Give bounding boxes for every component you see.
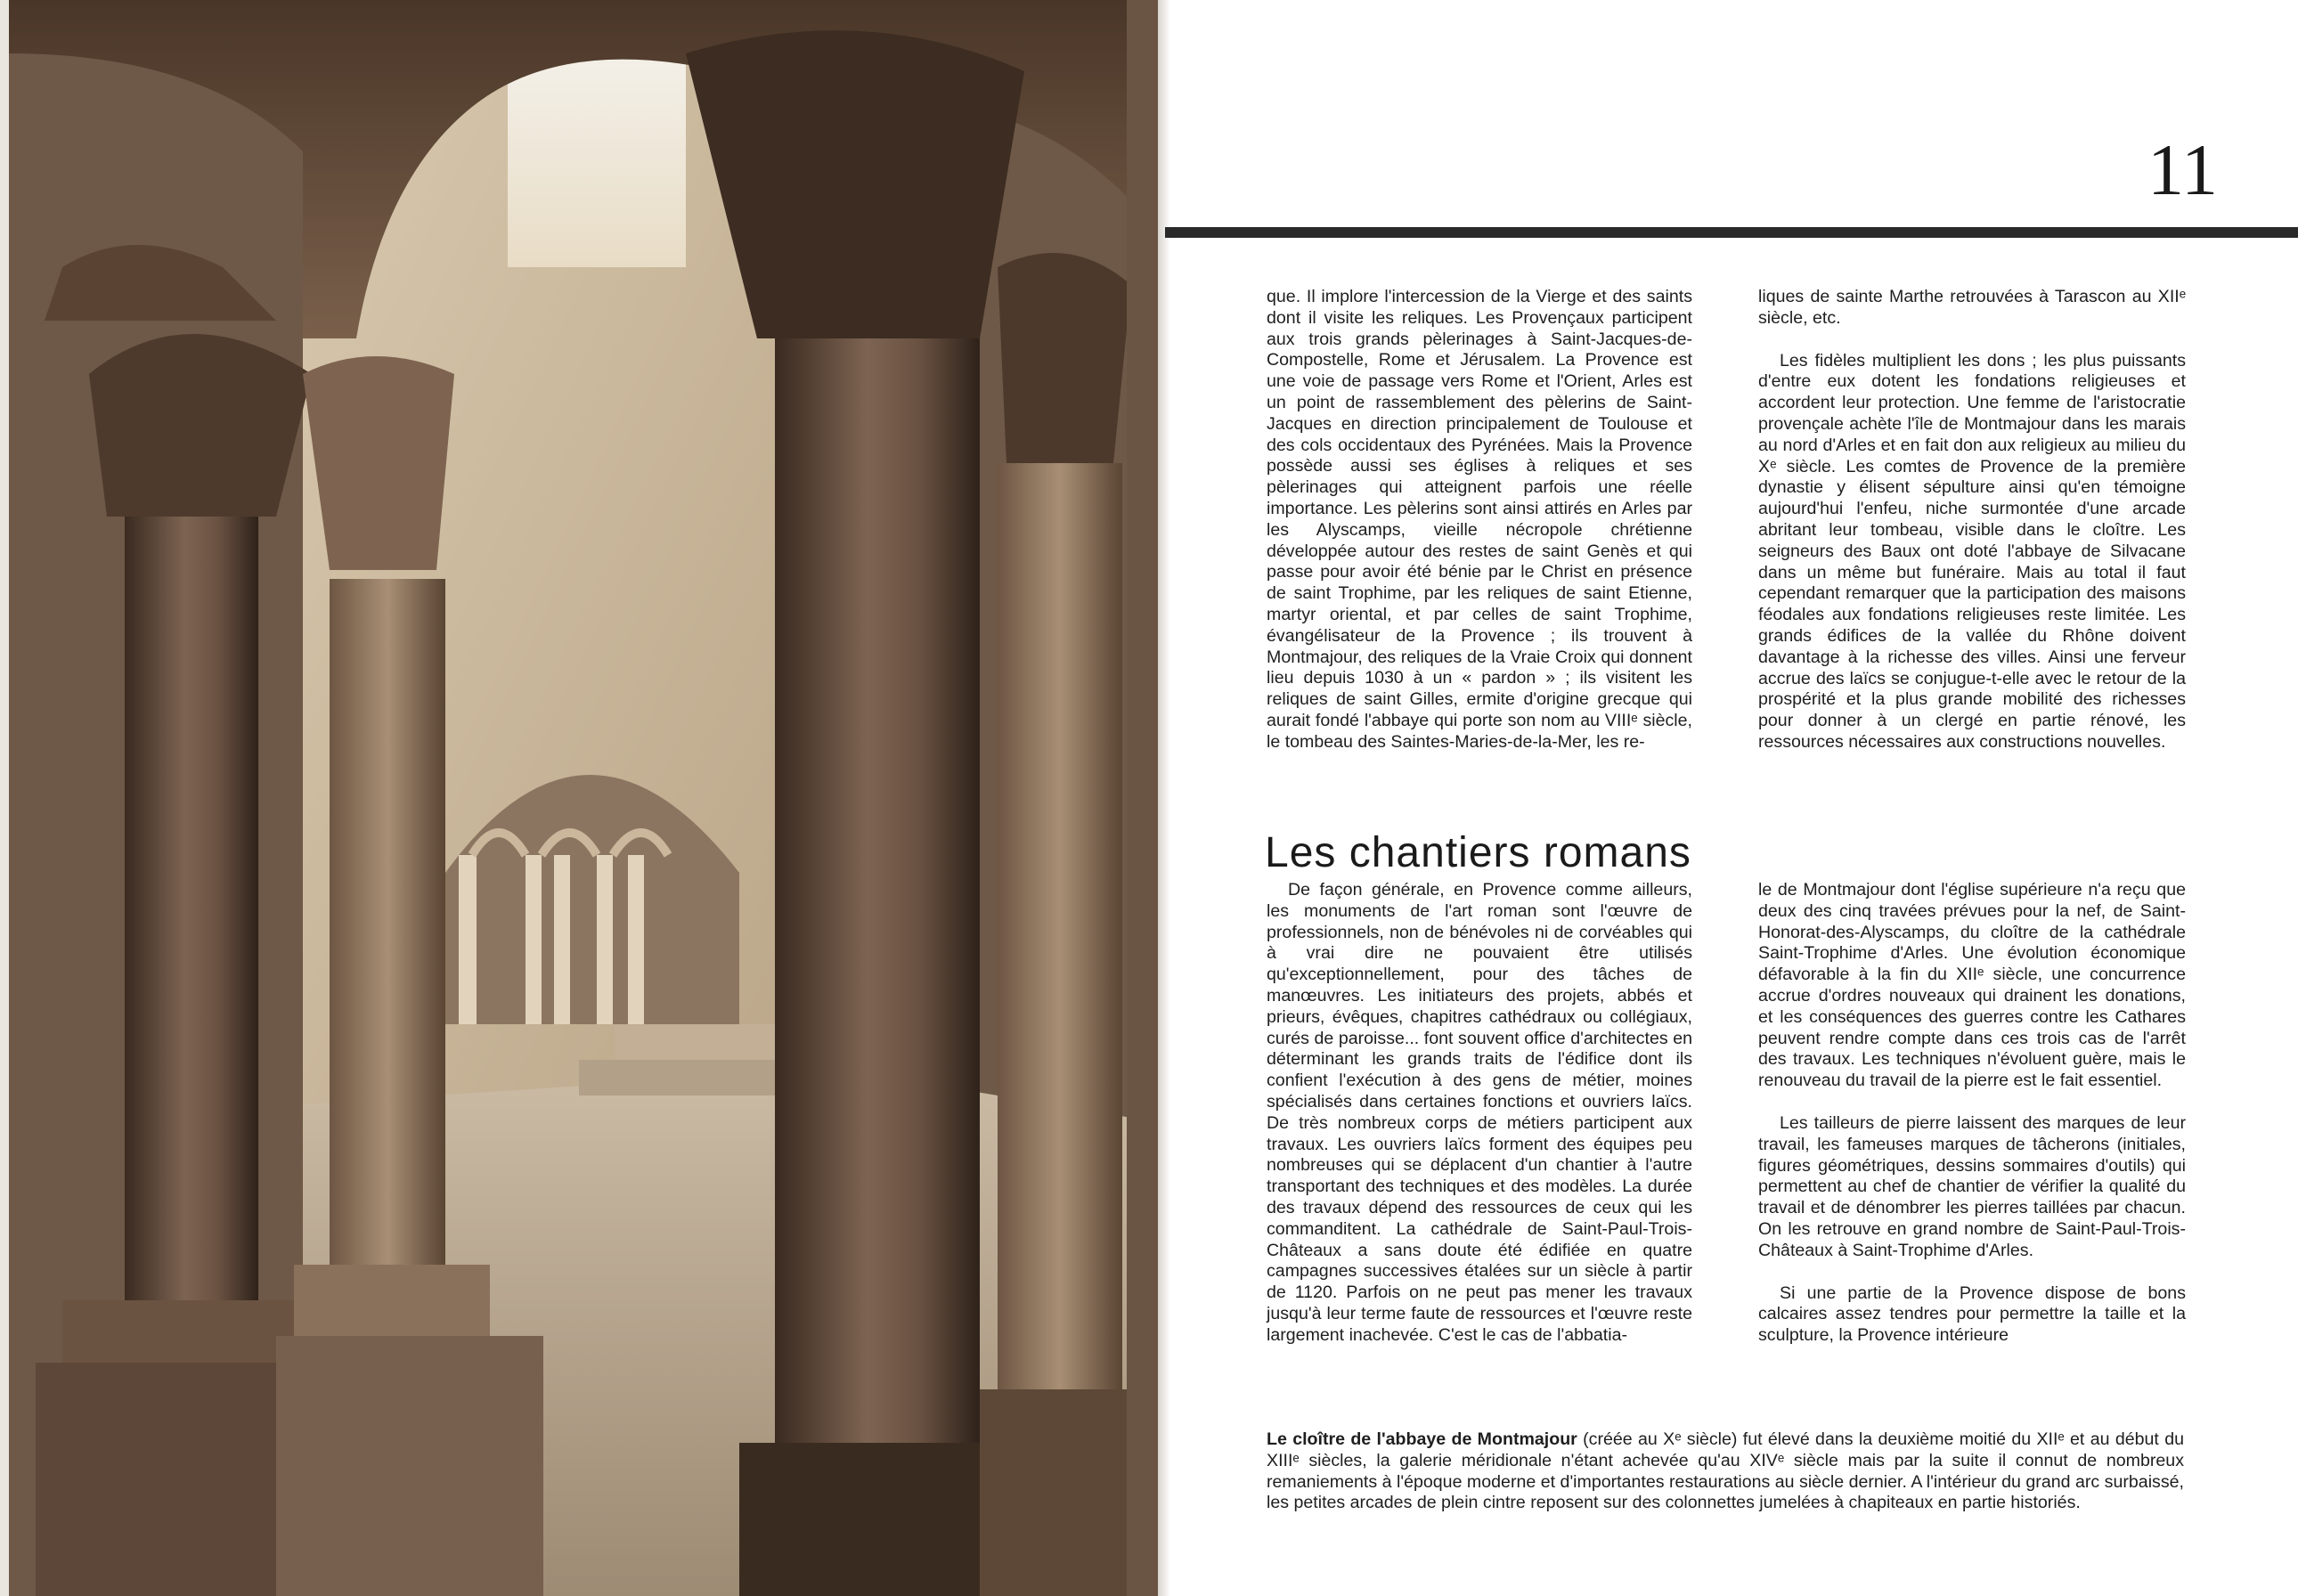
- paragraph: le de Montmajour dont l'église supérieure n'a reçu que deux des cinq travées prévues pour la nef, de Saint-Honorat-des-Alyscamps, du cloître de la cathédrale Saint-Trophime d'Arles. Une évolution économique défavorable à la fin du XIIᵉ siècle, une concurrence accrue d'ordres nouveaux qui drainent les donations, et les conséquences des guerres contre les Cathares peuvent rendre compte dans ces trois cas de l'arrêt des travaux. Les techniques n'évoluent guère, mais le renouveau du travail de la pierre est le fait essentiel.: [1758, 880, 2186, 1091]
- text-column-bottom-right: [1758, 880, 2186, 1347]
- book-gutter: [1158, 0, 1170, 1596]
- text-column-top-left: [1267, 287, 1692, 753]
- text-column-top-right: [1758, 287, 2186, 753]
- header-rule: [1165, 227, 2298, 238]
- paragraph: Les tailleurs de pierre laissent des marques de leur travail, les fameuses marques de tâcherons (initiales, figures géométriques, dessins sommaires d'outils) qui permettent au chef de chantier de vérifier la qualité du travail et de dénombrer les pierres taillées par chacun. On les retrouve en grand nombre de Saint-Paul-Trois-Châteaux à Saint-Trophime d'Arles.: [1758, 1112, 2186, 1260]
- caption-text: (créée au Xᵉ siècle) fut élevé dans la deuxième moitié du XIIᵉ et au début du XIIIᵉ siècles, la galerie méridionale n'étant achevée qu'au XIVᵉ siècle mais par la suite il connut de nombreux remaniements à l'époque moderne et d'importantes restaurations au siècle dernier. A l'intérieur du grand arc surbaissé, les petites arcades de plein cintre reposent sur des colonnettes jumelées à chapiteaux en partie historiés.: [1267, 1429, 2184, 1513]
- paragraph: que. Il implore l'intercession de la Vierge et des saints dont il visite les reliques. Les Provençaux participent aux trois grands pèlerinages à Saint-Jacques-de-Compostelle, Rome et Jérusalem. La Provence est une voie de passage vers Rome et l'Orient, Arles est un point de rassemblement des pèlerins de Saint-Jacques en direction principalement de Toulouse et des cols occidentaux des Pyrénées. Mais la Provence possède aussi ses églises à reliques et ses pèlerinages qui atteignent parfois une réelle importance. Les pèlerins sont ainsi attirés en Arles par les Alyscamps, vieille nécropole chrétienne développée autour des restes de saint Genès et qui passe pour avoir été bénie par le Christ en présence de saint Trophime, par les reliques de saint Etienne, martyr oriental, et par celles de saint Trophime, évangélisateur de la Provence ; ils trouvent à Montmajour, des reliques de la Vraie Croix qui donnent lieu depuis 1030 à un « pardon » ; ils visitent les reliques de saint Gilles, ermite d'origine grecque qui aurait fondé l'abbaye qui porte son nom au VIIIᵉ siècle, le tombeau des Saintes-Maries-de-la-Mer, les re-: [1267, 287, 1692, 752]
- photo-caption: [1267, 1429, 2184, 1514]
- paragraph: liques de sainte Marthe retrouvées à Tarascon au XIIᵉ siècle, etc.: [1758, 287, 2186, 328]
- caption-title: Le cloître de l'abbaye de Montmajour: [1267, 1429, 1577, 1449]
- text-column-bottom-left: [1267, 880, 1692, 1347]
- paragraph: Les fidèles multiplient les dons ; les plus puissants d'entre eux dotent les fondations religieuses et accordent leur protection. Une femme de l'aristocratie provençale achète l'île de Montmajour dans les marais au nord d'Arles et en fait don aux religieux au milieu du Xᵉ siècle. Les comtes de Provence de la première dynastie y élisent sépulture ainsi qu'en témoigne aujourd'hui l'enfeu, niche surmontée d'une arcade abritant leur tombeau, visible dans le cloître. Les seigneurs des Baux ont doté l'abbaye de Silvacane dans un même but funéraire. Mais au total il faut cependant remarquer que la participation des maisons féodales aux fondations religieuses reste limitée. Les grands édifices de la vallée du Rhône doivent davantage à la richesse des villes. Ainsi une ferveur accrue des laïcs se conjugue-t-elle avec le retour de la prospérité et la plus grande mobilité des richesses pour donner à un clergé en partie rénové, les ressources nécessaires aux constructions nouvelles.: [1758, 350, 2186, 752]
- paragraph: Si une partie de la Provence dispose de bons calcaires assez tendres pour permettre la taille et la sculpture, la Provence intérieure: [1758, 1282, 2186, 1346]
- section-heading: Les chantiers romans: [1265, 829, 1691, 876]
- page-number: 11: [2147, 129, 2218, 210]
- cloister-photo: [9, 0, 1158, 1596]
- page-edge: [0, 0, 9, 1596]
- cloister-photo-illustration: [9, 0, 1158, 1596]
- paragraph: De façon générale, en Provence comme ailleurs, les monuments de l'art roman sont l'œuvre de professionnels, non de bénévoles ni de corvéables qui à vrai dire ne pouvaient être utilisés qu'exceptionnellement, pour des tâches de manœuvres. Les initiateurs des projets, abbés et prieurs, évêques, chapitres cathédraux ou collégiaux, curés de paroisse... font souvent office d'architectes en déterminant les grands traits de l'édifice dont ils confient l'exécution à des gens de métier, moines spécialisés dans certaines fonctions et ouvriers laïcs. De très nombreux corps de métiers participent aux travaux. Les ouvriers laïcs forment des équipes peu nombreuses qui se déplacent d'un chantier à l'autre transportant des techniques et des modèles. La durée des travaux dépend des ressources de ceux qui les commanditent. La cathédrale de Saint-Paul-Trois-Châteaux a sans doute été édifiée en quatre campagnes successives étalées sur un siècle à partir de 1120. Parfois on ne peut pas mener les travaux jusqu'à leur terme faute de ressources et l'œuvre reste largement inachevée. C'est le cas de l'abbatia-: [1267, 880, 1692, 1345]
